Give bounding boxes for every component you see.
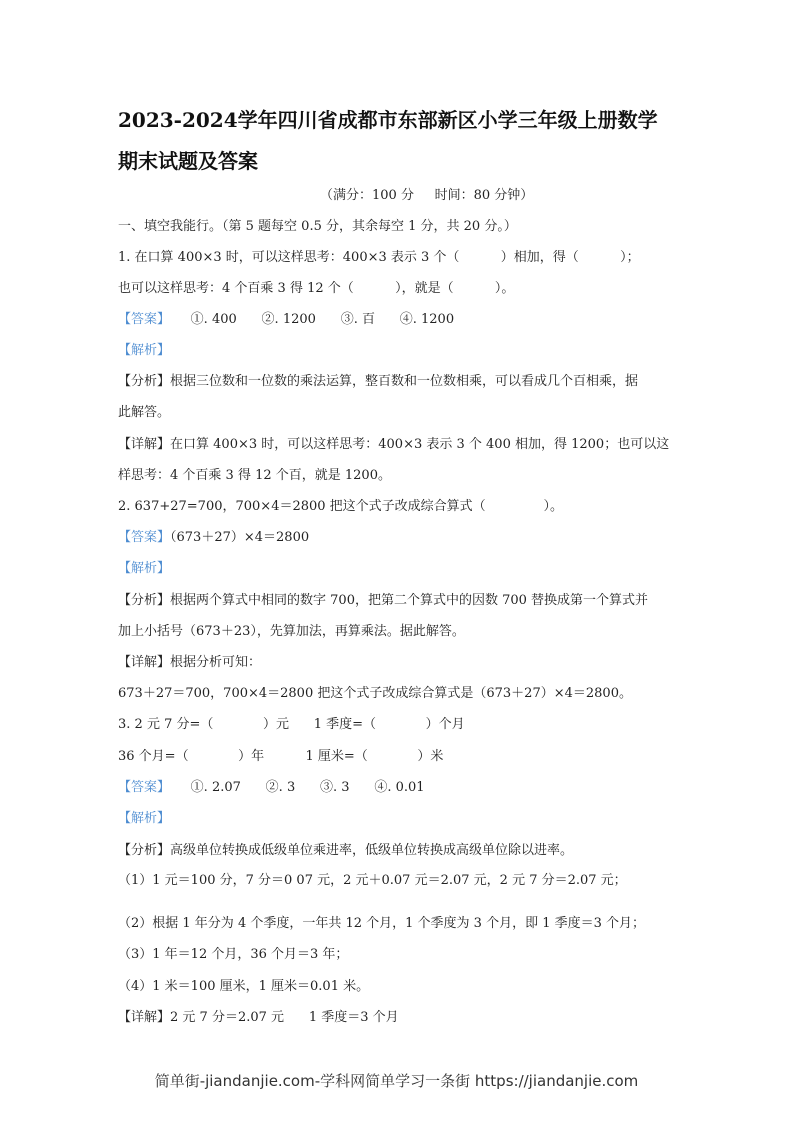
q2-line1: 2. 637+27=700，700×4＝2800 把这个式子改成综合算式（ ）。 [118,499,564,514]
xiangjie-text: 根据分析可知： [170,655,262,670]
q2-xiangjie-2: 673＋27＝700，700×4＝2800 把这个式子改成综合算式是（673＋27）×4＝2800。 [118,686,632,701]
analysis-tag: 【解析】 [118,811,171,826]
q1-fenxi [118,373,638,391]
xiangjie-tag: 【详解】 [118,437,171,452]
answer-tag: 【答案】 [118,530,171,545]
q2-fenxi [118,592,648,610]
q2-fenxi-2: 加上小括号（673＋23），先算加法，再算乘法。据此解答。 [118,624,465,639]
q1-analysis [118,342,170,360]
q1-xiangjie-2: 样思考：4 个百乘 3 得 12 个百，就是 1200。 [118,468,391,483]
q3-xiangjie [118,1009,399,1027]
xiangjie-tag: 【详解】 [118,1010,171,1025]
q2-analysis [118,560,170,578]
footer-watermark: 简单街-jiandanjie.com-学科网简单学习一条街 https://jiandanjie.com [154,1072,639,1090]
title-line-2: 期末试题及答案 [118,149,258,173]
analysis-tag: 【解析】 [118,561,171,576]
q1-fenxi-2: 此解答。 [118,405,171,420]
q1-xiangjie [118,436,669,454]
xiangjie-text: 在口算 400×3 时，可以这样思考：400×3 表示 3 个 400 相加，得 1200；也可以这 [170,437,670,452]
answer-tag: 【答案】 [118,312,171,327]
answer-tag: 【答案】 [118,780,171,795]
fenxi-text: 根据三位数和一位数的乘法运算，整百数和一位数相乘，可以看成几个百相乘，据 [170,374,639,389]
fenxi-text: 高级单位转换成低级单位乘进率，低级单位转换成高级单位除以进率。 [170,843,574,858]
q3-point-2: （2）根据 1 年分为 4 个季度，一年共 12 个月，1 个季度为 3 个月，即 1 季度＝3 个月； [118,916,646,931]
q3-answer [118,779,425,797]
title-line-1: 2023-2024学年四川省成都市东部新区小学三年级上册数学 [118,108,658,132]
q2-xiangjie [118,654,261,672]
q3-line1: 3. 2 元 7 分=（ ）元 1 季度=（ ）个月 [118,717,465,732]
q3-point-1: （1）1 元＝100 分，7 分＝0 07 元，2 元＋0.07 元＝2.07 元，2 元 7 分＝2.07 元； [118,873,627,888]
xiangjie-tag: 【详解】 [118,655,171,670]
fenxi-text: 根据两个算式中相同的数字 700，把第二个算式中的因数 700 替换成第一个算式并 [170,593,649,608]
q3-fenxi [118,842,573,860]
q3-line2: 36 个月=（ ）年 1 厘米=（ ）米 [118,749,444,764]
q1-line1: 1. 在口算 400×3 时，可以这样思考：400×3 表示 3 个（ ）相加，得（ ）； [118,250,640,265]
xiangjie-text: 2 元 7 分＝2.07 元 1 季度＝3 个月 [170,1010,399,1025]
answer-text: （673＋27）×4＝2800 [170,530,310,545]
q3-point-3: （3）1 年＝12 个月，36 个月＝3 年； [118,947,349,962]
q1-answer [118,311,454,329]
q3-analysis [118,810,170,828]
analysis-tag: 【解析】 [118,343,171,358]
fenxi-tag: 【分析】 [118,593,171,608]
fenxi-tag: 【分析】 [118,374,171,389]
fenxi-tag: 【分析】 [118,843,171,858]
section-heading: 一、填空我能行。（第 5 题每空 0.5 分，其余每空 1 分，共 20 分。） [118,219,517,234]
q2-answer [118,529,309,547]
q3-point-4: （4）1 米＝100 厘米，1 厘米＝0.01 米。 [118,979,370,994]
q1-line2: 也可以这样思考：4 个百乘 3 得 12 个（ ），就是（ ）。 [118,281,515,296]
answer-text: ①. 2.07 ②. 3 ③. 3 ④. 0.01 [170,780,425,795]
subtitle: （满分：100 分 时间：80 分钟） [320,188,534,203]
answer-text: ①. 400 ②. 1200 ③. 百 ④. 1200 [170,312,455,327]
